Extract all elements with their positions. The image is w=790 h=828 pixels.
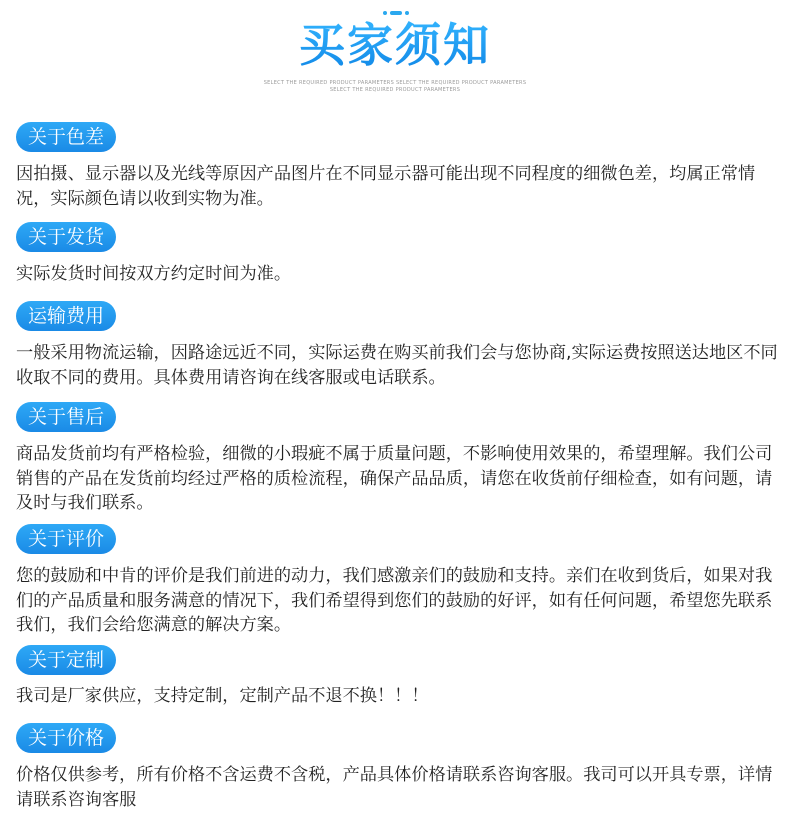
page-subtitle-line-1: SELECT THE REQUIRED PRODUCT PARAMETERS SELECT THE REQUIRED PRODUCT PARAMETERS xyxy=(263,80,527,86)
page-header xyxy=(0,0,790,100)
section-text: 一般采用物流运输，因路途远近不同，实际运费在购买前我们会与您协商,实际运费按照送达地区不同收取不同的费用。具体费用请咨询在线客服或电话联系。 xyxy=(16,343,778,388)
section-badge: 关于定制 xyxy=(16,645,116,675)
section-badge: 运输费用 xyxy=(16,301,116,331)
section-text: 因拍摄、显示器以及光线等原因产品图片在不同显示器可能出现不同程度的细微色差，均属正常情况，实际颜色请以收到实物为准。 xyxy=(16,164,756,209)
section-text: 实际发货时间按双方约定时间为准。 xyxy=(16,264,292,284)
page-title: 买家须知 xyxy=(0,16,790,74)
page-subtitle-line-2: SELECT THE REQUIRED PRODUCT PARAMETERS xyxy=(329,87,461,93)
section-text: 我司是厂家供应，支持定制，定制产品不退不换！！！ xyxy=(16,686,429,706)
section-text: 商品发货前均有严格检验，细微的小瑕疵不属于质量问题，不影响使用效果的，希望理解。我们公司销售的产品在发货前均经过严格的质检流程，确保产品品质，请您在收货前仔细检查，如有问题，请及时与我们联系。 xyxy=(16,444,773,513)
section-badge: 关于售后 xyxy=(16,402,116,432)
section-badge: 关于色差 xyxy=(16,122,116,152)
section-text: 您的鼓励和中肯的评价是我们前进的动力，我们感激亲们的鼓励和支持。亲们在收到货后，如果对我们的产品质量和服务满意的情况下，我们希望得到您们的鼓励的好评，如有任何问题，希望您先联系我们，我们会给您满意的解决方案。 xyxy=(16,566,773,635)
section-badge: 关于评价 xyxy=(16,524,116,554)
section-badge: 关于发货 xyxy=(16,222,116,252)
section-text: 价格仅供参考，所有价格不含运费不含税，产品具体价格请联系咨询客服。我司可以开具专票，详情请联系咨询客服 xyxy=(16,765,773,810)
section-badge: 关于价格 xyxy=(16,723,116,753)
